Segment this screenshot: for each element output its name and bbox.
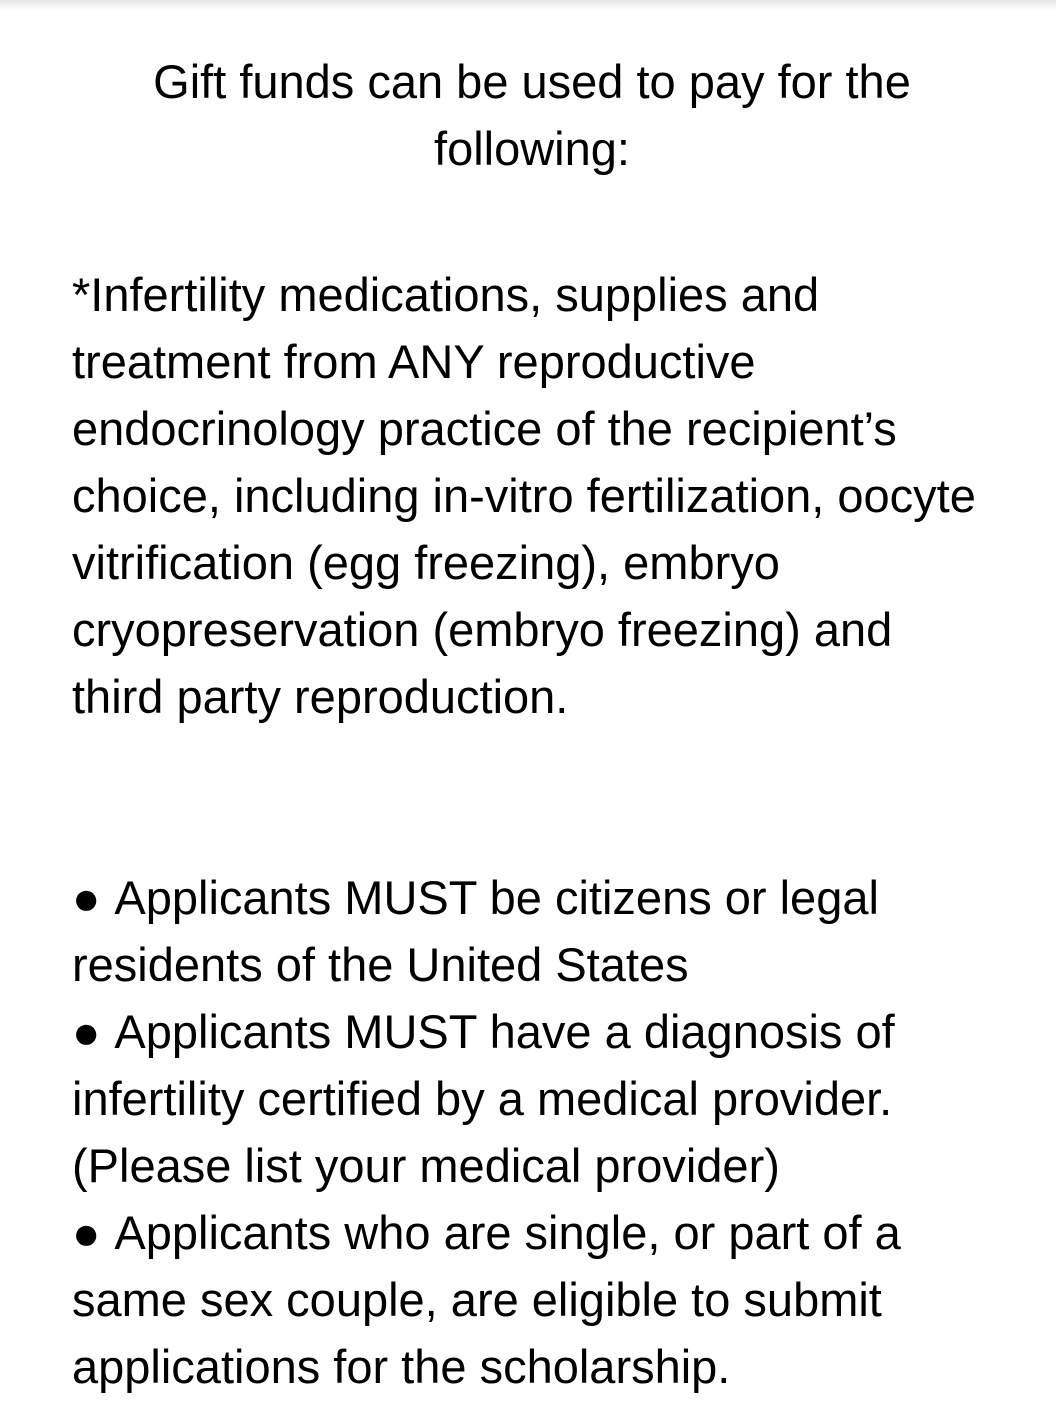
requirement-text: Applicants who are single, or part of a same sex couple, are eligible to submit applications for the scholarship.: [72, 1206, 901, 1393]
requirement-text: Applicants MUST be citizens or legal residents of the United States: [72, 871, 879, 991]
requirement-text: Applicants MUST have a diagnosis of infertility certified by a medical provider. (Please list your medical provider): [72, 1005, 895, 1192]
top-edge-shadow: [0, 0, 1056, 10]
requirement-item-citizenship: [72, 864, 992, 998]
requirement-item-diagnosis: [72, 998, 992, 1199]
requirement-item-single-or-same-sex: [72, 1199, 992, 1400]
bullet-icon: ●: [72, 871, 101, 924]
document-body: [72, 48, 992, 1400]
eligibility-requirements-list: [72, 864, 992, 1400]
bullet-icon: ●: [72, 1206, 101, 1259]
page-heading: Gift funds can be used to pay for the following:: [153, 55, 911, 175]
bullet-icon: ●: [72, 1005, 101, 1058]
covered-expenses-paragraph: *Infertility medications, supplies and treatment from ANY reproductive endocrinology practice of the recipient’s choice, including in-vitro fertilization, oocyte vitrification (egg freezing), embryo cryopreservation (embryo freezing) and third party reproduction.: [72, 268, 976, 723]
